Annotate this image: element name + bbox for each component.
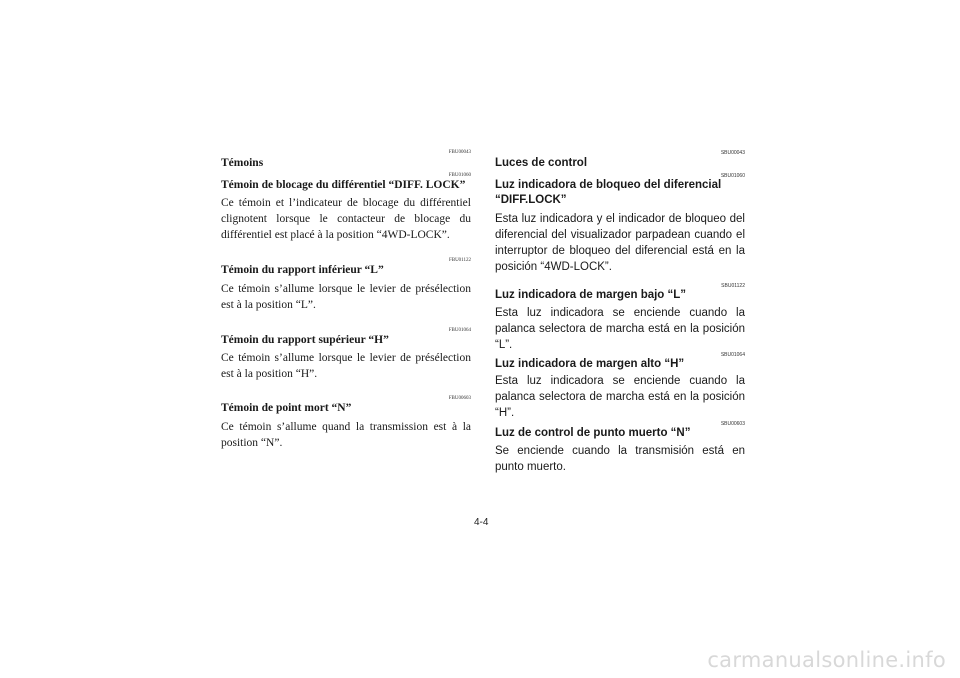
section-code: FBU01064 <box>448 328 471 333</box>
section-code: SBU01060 <box>720 173 745 179</box>
section-body: Se enciende cuando la transmisión está en punto muerto. <box>495 445 745 473</box>
section-code: FBU01122 <box>448 258 471 263</box>
section-code: SBU00043 <box>720 150 745 156</box>
section-code: FBU00603 <box>448 396 471 401</box>
section-heading: Témoin du rapport supérieur “H” <box>221 334 389 346</box>
page-title: Témoins <box>221 157 264 169</box>
section-body: Ce témoin s’allume quand la transmission est à la position “N”. <box>221 421 471 449</box>
section-heading: Luz indicadora de margen alto “H” <box>495 358 685 370</box>
section-code: SBU00603 <box>720 421 745 427</box>
section-body: Esta luz indicadora se enciende cuando la palanca selectora de marcha está en la posición “L”. <box>495 307 745 351</box>
section-body: Esta luz indicadora y el indicador de bloqueo del diferencial del visualizador parpadean cuando el interruptor de bloqueo del diferencial está en la posición “4WD-LOCK”. <box>495 213 745 273</box>
page-title: Luces de control <box>495 157 588 169</box>
section-body: Esta luz indicadora se enciende cuando la palanca selectora de marcha está en la posición “H”. <box>495 375 745 419</box>
watermark: carmanualsonline.info <box>707 648 946 672</box>
section-body: Ce témoin et l’indicateur de blocage du différentiel clignotent lorsque le contacteur de blocage du différentiel est placé à la position “4WD-LOCK”. <box>221 197 471 241</box>
section-heading: Témoin de point mort “N” <box>221 402 352 414</box>
section-heading: Luz de control de punto muerto “N” <box>495 427 691 439</box>
section-body: Ce témoin s’allume lorsque le levier de présélection est à la position “L”. <box>221 283 471 311</box>
section-heading: Témoin du rapport inférieur “L” <box>221 264 384 276</box>
section-body: Ce témoin s’allume lorsque le levier de présélection est à la position “H”. <box>221 352 471 380</box>
section-heading: Témoin de blocage du différentiel “DIFF. LOCK” <box>221 179 466 191</box>
section-code: SBU01122 <box>721 283 745 289</box>
page-number: 4-4 <box>474 517 489 528</box>
section-code: FBU00043 <box>448 150 471 155</box>
section-code: SBU01064 <box>720 352 745 358</box>
section-code: FBU01060 <box>448 173 471 178</box>
section-heading: Luz indicadora de bloqueo del diferencial “DIFF.LOCK” <box>495 179 722 206</box>
section-heading: Luz indicadora de margen bajo “L” <box>495 289 687 301</box>
